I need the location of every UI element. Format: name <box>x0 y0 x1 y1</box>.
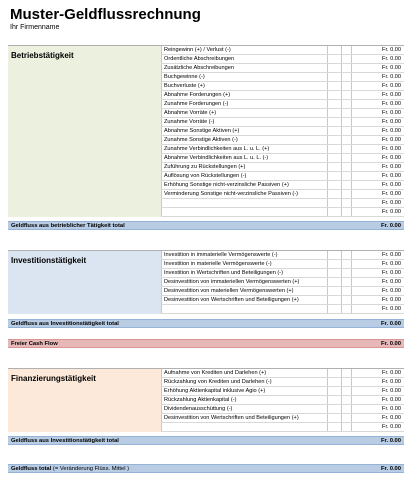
company-name: Ihr Firmenname <box>10 24 60 31</box>
row-value[interactable]: Fr. 0.00 <box>382 146 401 152</box>
row-label[interactable]: Buchverluste (+) <box>161 82 328 90</box>
table-row <box>161 251 404 260</box>
spacer-cell[interactable] <box>342 118 352 126</box>
row-label[interactable]: Investition in immaterielle Vermögenswerte (-) <box>161 251 328 259</box>
table-row <box>161 305 404 314</box>
spacer-cell[interactable] <box>328 260 342 268</box>
free-cash-flow-value[interactable]: Fr. 0.00 <box>381 340 401 347</box>
table-row <box>161 369 404 378</box>
table-row <box>161 287 404 296</box>
spacer-cell[interactable] <box>328 100 342 108</box>
spacer-cell[interactable] <box>328 199 342 207</box>
table-row <box>161 405 404 414</box>
spacer-cell[interactable] <box>342 208 352 216</box>
spacer-cell[interactable] <box>342 251 352 259</box>
table-row <box>161 378 404 387</box>
table-row <box>161 91 404 100</box>
row-value[interactable]: Fr. 0.00 <box>382 370 401 376</box>
row-label[interactable] <box>161 199 328 207</box>
spacer-cell[interactable] <box>328 64 342 72</box>
table-row <box>161 154 404 163</box>
row-value[interactable]: Fr. 0.00 <box>382 200 401 206</box>
spacer-cell[interactable] <box>342 172 352 180</box>
row-label[interactable]: Aufnahme von Krediten und Darlehen (+) <box>161 369 328 377</box>
section-betriebstaetigkeit <box>8 45 404 217</box>
row-value[interactable]: Fr. 0.00 <box>382 119 401 125</box>
spacer-cell[interactable] <box>328 296 342 304</box>
row-label[interactable]: Abnahme Vorräte (+) <box>161 109 328 117</box>
spacer-cell[interactable] <box>328 369 342 377</box>
total-label: Geldfluss aus betrieblicher Tätigkeit total <box>11 222 125 229</box>
grand-total-note: (= Veränderung Flüss. Mittel ) <box>52 465 130 472</box>
row-value[interactable]: Fr. 0.00 <box>382 415 401 421</box>
spacer-cell[interactable] <box>342 181 352 189</box>
spacer-cell[interactable] <box>328 269 342 277</box>
row-label[interactable] <box>161 423 328 431</box>
row-value[interactable]: Fr. 0.00 <box>382 191 401 197</box>
row-value[interactable]: Fr. 0.00 <box>382 47 401 53</box>
spacer-cell[interactable] <box>328 190 342 198</box>
total-row-finanz <box>8 436 404 445</box>
table-row <box>161 260 404 269</box>
row-value[interactable]: Fr. 0.00 <box>382 306 401 312</box>
row-value[interactable]: Fr. 0.00 <box>382 288 401 294</box>
spacer-cell[interactable] <box>342 127 352 135</box>
spacer-cell[interactable] <box>328 423 342 431</box>
row-label[interactable]: Verminderung Sonstige nicht-verzinsliche Passiven (-) <box>161 190 328 198</box>
grand-total-row <box>8 464 404 473</box>
row-value[interactable]: Fr. 0.00 <box>382 56 401 62</box>
row-label[interactable]: Desinvestition von Wertschriften und Beteiligungen (+) <box>161 414 328 422</box>
row-value[interactable]: Fr. 0.00 <box>382 297 401 303</box>
spacer-cell[interactable] <box>328 109 342 117</box>
spacer-cell[interactable] <box>342 423 352 431</box>
spacer-cell[interactable] <box>342 64 352 72</box>
table-row <box>161 208 404 217</box>
table-row <box>161 46 404 55</box>
table-row <box>161 190 404 199</box>
total-value[interactable]: Fr. 0.00 <box>381 437 401 444</box>
row-value[interactable]: Fr. 0.00 <box>382 388 401 394</box>
total-label: Geldfluss aus Investitionstätigkeit total <box>11 320 119 327</box>
row-label[interactable]: Abnahme Sonstige Aktiven (+) <box>161 127 328 135</box>
spacer-cell[interactable] <box>342 91 352 99</box>
spacer-cell[interactable] <box>342 396 352 404</box>
section-label-invest: Investitionstätigkeit <box>8 251 161 314</box>
table-row <box>161 55 404 64</box>
row-label[interactable]: Auflösung von Rückstellungen (-) <box>161 172 328 180</box>
row-label[interactable]: Desinvestition von Wertschriften und Beteiligungen (+) <box>161 296 328 304</box>
total-value[interactable]: Fr. 0.00 <box>381 222 401 229</box>
spacer-cell[interactable] <box>328 208 342 216</box>
row-label[interactable]: Dividendenausschüttung (-) <box>161 405 328 413</box>
spacer-cell[interactable] <box>328 251 342 259</box>
spacer-cell[interactable] <box>328 163 342 171</box>
spacer-cell[interactable] <box>342 287 352 295</box>
section-label-betrieb: Betriebstätigkeit <box>8 46 161 217</box>
spacer-cell[interactable] <box>342 154 352 162</box>
spacer-cell[interactable] <box>342 387 352 395</box>
spacer-cell[interactable] <box>328 118 342 126</box>
table-row <box>161 118 404 127</box>
row-label[interactable]: Buchgewinne (-) <box>161 73 328 81</box>
table-row <box>161 73 404 82</box>
spacer-cell[interactable] <box>328 181 342 189</box>
free-cash-flow-label: Freier Cash Flow <box>11 340 58 347</box>
spacer-cell[interactable] <box>328 82 342 90</box>
total-row-invest <box>8 319 404 328</box>
spacer-cell[interactable] <box>342 369 352 377</box>
spacer-cell[interactable] <box>328 287 342 295</box>
row-label[interactable]: Zunahme Sonstige Aktiven (-) <box>161 136 328 144</box>
spacer-cell[interactable] <box>328 396 342 404</box>
spacer-cell[interactable] <box>342 199 352 207</box>
section-finanzierungstaetigkeit <box>8 368 404 432</box>
row-label[interactable]: Zunahme Verbindlichkeiten aus L. u. L. (+) <box>161 145 328 153</box>
table-row <box>161 423 404 432</box>
spacer-cell[interactable] <box>328 387 342 395</box>
row-label[interactable]: Zuführung zu Rückstellungen (+) <box>161 163 328 171</box>
table-row <box>161 414 404 423</box>
spacer-cell[interactable] <box>342 278 352 286</box>
row-value[interactable]: Fr. 0.00 <box>382 209 401 215</box>
row-value[interactable]: Fr. 0.00 <box>382 173 401 179</box>
spacer-cell[interactable] <box>328 127 342 135</box>
row-label[interactable]: Abnahme Verbindlichkeiten aus L. u. L. (-) <box>161 154 328 162</box>
table-row <box>161 387 404 396</box>
row-label[interactable]: Zunahme Vorräte (-) <box>161 118 328 126</box>
row-label[interactable]: Desinvestition von immateriellen Vermögenswerten (+) <box>161 278 328 286</box>
table-row <box>161 136 404 145</box>
table-row <box>161 145 404 154</box>
spacer-cell[interactable] <box>328 414 342 422</box>
spacer-cell[interactable] <box>328 278 342 286</box>
spacer-cell[interactable] <box>328 91 342 99</box>
spacer-cell[interactable] <box>342 414 352 422</box>
spacer-cell[interactable] <box>328 145 342 153</box>
table-row <box>161 181 404 190</box>
spacer-cell[interactable] <box>342 136 352 144</box>
row-value[interactable]: Fr. 0.00 <box>382 74 401 80</box>
section-label-finanz: Finanzierungstätigkeit <box>8 369 161 432</box>
row-label[interactable]: Investition in Wertschriften und Beteiligungen (-) <box>161 269 328 277</box>
spacer-cell[interactable] <box>342 405 352 413</box>
row-value[interactable]: Fr. 0.00 <box>382 279 401 285</box>
spacer-cell[interactable] <box>342 55 352 63</box>
free-cash-flow-row <box>8 339 404 348</box>
row-value[interactable]: Fr. 0.00 <box>382 155 401 161</box>
table-row <box>161 269 404 278</box>
spacer-cell[interactable] <box>328 378 342 386</box>
table-row <box>161 296 404 305</box>
spacer-cell[interactable] <box>342 46 352 54</box>
spacer-cell[interactable] <box>342 145 352 153</box>
row-value[interactable]: Fr. 0.00 <box>382 101 401 107</box>
table-row <box>161 100 404 109</box>
grand-total-value[interactable]: Fr. 0.00 <box>381 465 401 472</box>
row-value[interactable]: Fr. 0.00 <box>382 65 401 71</box>
spacer-cell[interactable] <box>328 305 342 313</box>
row-value[interactable]: Fr. 0.00 <box>382 83 401 89</box>
row-value[interactable]: Fr. 0.00 <box>382 92 401 98</box>
row-value[interactable]: Fr. 0.00 <box>382 261 401 267</box>
spacer-cell[interactable] <box>328 46 342 54</box>
row-label[interactable]: Zusätzliche Abschreibungen <box>161 64 328 72</box>
row-label[interactable] <box>161 208 328 216</box>
table-row <box>161 109 404 118</box>
row-value[interactable]: Fr. 0.00 <box>382 137 401 143</box>
table-row <box>161 396 404 405</box>
grand-total-label: Geldfluss total <box>11 465 52 472</box>
row-value[interactable]: Fr. 0.00 <box>382 110 401 116</box>
table-row <box>161 199 404 208</box>
spacer-cell[interactable] <box>342 163 352 171</box>
row-value[interactable]: Fr. 0.00 <box>382 379 401 385</box>
row-label[interactable]: Ordentliche Abschreibungen <box>161 55 328 63</box>
spacer-cell[interactable] <box>342 269 352 277</box>
page-title: Muster-Geldflussrechnung <box>10 6 201 23</box>
spacer-cell[interactable] <box>328 405 342 413</box>
spacer-cell[interactable] <box>342 73 352 81</box>
table-row <box>161 82 404 91</box>
spacer-cell[interactable] <box>328 73 342 81</box>
spacer-cell[interactable] <box>328 154 342 162</box>
table-row <box>161 172 404 181</box>
row-label[interactable]: Abnahme Forderungen (+) <box>161 91 328 99</box>
rows-invest <box>161 251 404 314</box>
table-row <box>161 64 404 73</box>
row-label[interactable]: Zunahme Forderungen (-) <box>161 100 328 108</box>
total-value[interactable]: Fr. 0.00 <box>381 320 401 327</box>
spacer-cell[interactable] <box>342 305 352 313</box>
spacer-cell[interactable] <box>342 296 352 304</box>
spacer-cell[interactable] <box>328 55 342 63</box>
row-value[interactable]: Fr. 0.00 <box>382 164 401 170</box>
table-row <box>161 127 404 136</box>
row-value[interactable]: Fr. 0.00 <box>382 406 401 412</box>
table-row <box>161 163 404 172</box>
row-label[interactable]: Erhöhung Aktienkapital inklusive Agio (+) <box>161 387 328 395</box>
spacer-cell[interactable] <box>328 136 342 144</box>
row-value[interactable]: Fr. 0.00 <box>382 270 401 276</box>
row-value[interactable]: Fr. 0.00 <box>382 252 401 258</box>
total-row-betrieb <box>8 221 404 230</box>
row-value[interactable]: Fr. 0.00 <box>382 182 401 188</box>
spacer-cell[interactable] <box>342 109 352 117</box>
row-label[interactable]: Desinvestition von materiellen Vermögenswerten (+) <box>161 287 328 295</box>
spacer-cell[interactable] <box>328 172 342 180</box>
spacer-cell[interactable] <box>342 378 352 386</box>
section-investitionstaetigkeit <box>8 250 404 314</box>
row-label[interactable]: Erhöhung Sonstige nicht-verzinsliche Passiven (+) <box>161 181 328 189</box>
rows-betrieb <box>161 46 404 217</box>
row-label[interactable]: Investition in materielle Vermögenswerte (-) <box>161 260 328 268</box>
row-value[interactable]: Fr. 0.00 <box>382 397 401 403</box>
row-label[interactable]: Rückzahlung von Krediten und Darlehen (-) <box>161 378 328 386</box>
row-label[interactable]: Reingewinn (+) / Verlust (-) <box>161 46 328 54</box>
row-value[interactable]: Fr. 0.00 <box>382 424 401 430</box>
spacer-cell[interactable] <box>342 260 352 268</box>
spacer-cell[interactable] <box>342 82 352 90</box>
row-label[interactable]: Rückzahlung Aktienkapital (-) <box>161 396 328 404</box>
row-value[interactable]: Fr. 0.00 <box>382 128 401 134</box>
rows-finanz <box>161 369 404 432</box>
spacer-cell[interactable] <box>342 190 352 198</box>
table-row <box>161 278 404 287</box>
row-label[interactable] <box>161 305 328 313</box>
total-label: Geldfluss aus Investitionstätigkeit total <box>11 437 119 444</box>
spacer-cell[interactable] <box>342 100 352 108</box>
